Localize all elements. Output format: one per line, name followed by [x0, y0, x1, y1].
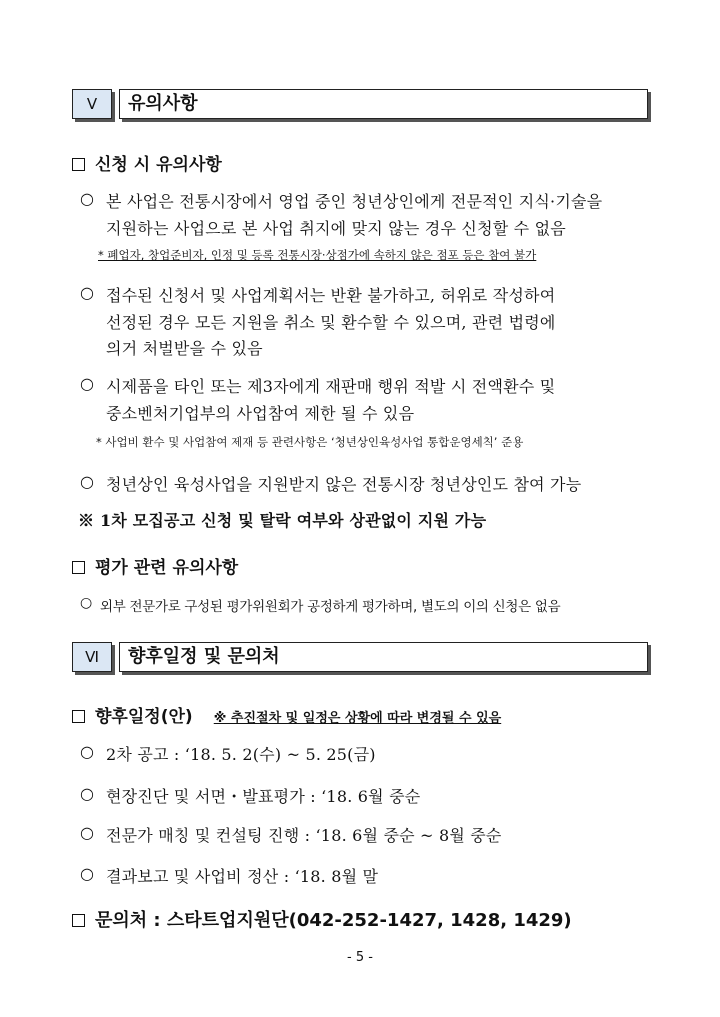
emphasis-note: ※ 1차 모집공고 신청 및 탈락 여부와 상관없이 지원 가능 — [78, 511, 487, 530]
schedule-note: ※ 추진절차 및 일정은 상황에 따라 변경될 수 있음 — [213, 711, 502, 726]
bullet-2-line-1: 접수된 신청서 및 사업계획서는 반환 불가하고, 허위로 작성하여 — [106, 286, 556, 305]
bullet-1-note: * 폐업자, 창업준비자, 인정 및 등록 전통시장·상점가에 속하지 않은 점포 등은 참여 불가 — [98, 248, 537, 262]
bullet-2-line-2: 선정된 경우 모든 지원을 취소 및 환수할 수 있으며, 관련 법령에 — [106, 313, 556, 332]
bullet-mark: ○ — [80, 595, 93, 611]
subheading-eval-notes: 평가 관련 유의사항 — [72, 553, 238, 578]
section-number: Ⅴ — [72, 89, 112, 119]
bullet-mark: ○ — [80, 784, 95, 803]
checkbox-square-icon — [72, 710, 85, 723]
bullet-3-line-1: 시제품을 타인 또는 제3자에게 재판매 행위 적발 시 전액환수 및 — [106, 377, 556, 396]
schedule-item: 현장진단 및 서면・발표평가 : ‘18. 6월 중순 — [106, 787, 421, 806]
bullet-3-line-2: 중소벤처기업부의 사업참여 제한 될 수 있음 — [106, 404, 415, 423]
bullet-mark: ○ — [80, 189, 95, 208]
eval-bullet-1: 외부 전문가로 구성된 평가위원회가 공정하게 평가하며, 별도의 이의 신청은 없음 — [100, 599, 561, 615]
bullet-mark: ○ — [80, 742, 95, 761]
bullet-mark: ○ — [80, 864, 95, 883]
bullet-mark: ○ — [80, 823, 95, 842]
schedule-item: 결과보고 및 사업비 정산 : ‘18. 8월 말 — [106, 867, 379, 886]
bullet-1-line-1: 본 사업은 전통시장에서 영업 중인 청년상인에게 전문적인 지식·기술을 — [106, 192, 603, 211]
subheading-schedule: 향후일정(안) ※ 추진절차 및 일정은 상황에 따라 변경될 수 있음 — [72, 702, 501, 727]
page-number: - 5 - — [347, 950, 373, 965]
bullet-mark: ○ — [80, 283, 95, 302]
section-title: 유의사항 — [119, 89, 648, 119]
checkbox-square-icon — [72, 158, 85, 171]
schedule-item: 전문가 매칭 및 컨설팅 진행 : ‘18. 6월 중순 ~ 8월 중순 — [106, 826, 502, 845]
bullet-4: 청년상인 육성사업을 지원받지 않은 전통시장 청년상인도 참여 가능 — [106, 475, 582, 494]
section-number: Ⅵ — [72, 642, 112, 672]
section-title: 향후일정 및 문의처 — [119, 642, 648, 672]
subheading-apply-notes: 신청 시 유의사항 — [72, 150, 222, 175]
section-5-header — [72, 89, 648, 119]
bullet-mark: ○ — [80, 472, 95, 491]
checkbox-square-icon — [72, 914, 85, 927]
bullet-3-note: * 사업비 환수 및 사업참여 제재 등 관련사항은 ‘청년상인육성사업 통합운영세칙’ 준용 — [96, 435, 524, 449]
section-6-header — [72, 642, 648, 672]
bullet-mark: ○ — [80, 374, 95, 393]
bullet-2-line-3: 의거 처벌받을 수 있음 — [106, 339, 263, 358]
schedule-item: 2차 공고 : ‘18. 5. 2(수) ~ 5. 25(금) — [106, 745, 376, 764]
bullet-1-line-2: 지원하는 사업으로 본 사업 취지에 맞지 않는 경우 신청할 수 없음 — [106, 219, 566, 238]
checkbox-square-icon — [72, 561, 85, 574]
contact-line: 문의처 : 스타트업지원단(042-252-1427, 1428, 1429) — [72, 906, 572, 932]
